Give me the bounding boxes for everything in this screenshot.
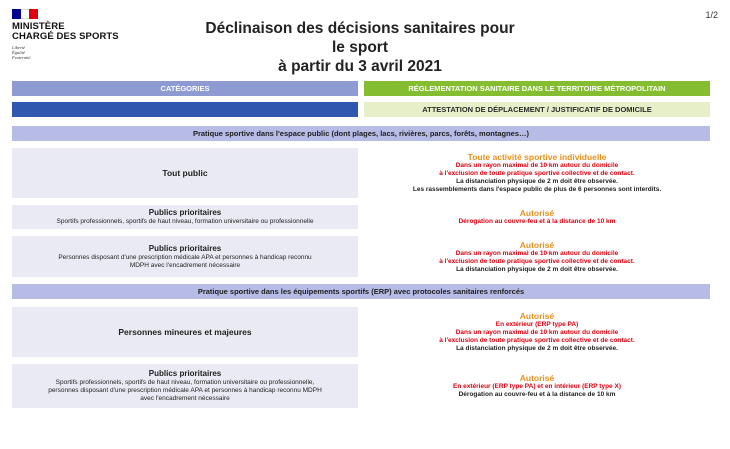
page-title-line2: à partir du 3 avril 2021 [278, 58, 442, 75]
category-tout-public [12, 148, 358, 198]
motto-fraternite: Fraternité [12, 55, 31, 60]
section-erp: Pratique sportive dans les équipements sportifs (ERP) avec protocoles sanitaires renforcés [12, 284, 710, 299]
category-publics-prioritaires-apa [12, 236, 358, 277]
category-subtitle: personnes disposant d'une prescription médicale APA et personnes à handicap reconnu MDPH [48, 387, 322, 394]
rule-line: La distanciation physique de 2 m doit être observée. [456, 265, 618, 273]
rule-publics-prioritaires-erp [364, 364, 710, 408]
rule-line: à l'exclusion de toute pratique sportive collective et de contact. [439, 337, 635, 344]
categories-header: CATÉGORIES [12, 81, 358, 96]
category-subtitle: Sportifs professionnels, sportifs de haut niveau, formation universitaire ou professionnelle [56, 218, 314, 225]
rule-line: Dans un rayon maximal de 10 km autour du domicile [455, 162, 619, 169]
logo-ministry-line: MINISTÈRE [12, 21, 65, 32]
category-title: Publics prioritaires [148, 369, 222, 378]
rule-publics-prioritaires-sportifs [364, 205, 710, 229]
motto-egalite: Égalité [12, 50, 25, 55]
french-flag-icon [12, 9, 38, 19]
rule-line: à l'exclusion de toute pratique sportive collective et de contact. [439, 170, 635, 177]
rule-mineures-majeures [364, 307, 710, 357]
rule-line: Dans un rayon maximal de 10 km autour du domicile [455, 249, 619, 257]
category-subtitle: Sportifs professionnels, sportifs de haut niveau, formation universitaire ou professionnelle, [55, 379, 315, 386]
category-publics-prioritaires-erp [12, 364, 358, 408]
rule-line: Les rassemblements dans l'espace public de plus de 6 personnes sont interdits. [412, 186, 662, 193]
categories-subheader-bar [12, 102, 358, 117]
category-title: Publics prioritaires [148, 243, 222, 253]
category-mineures-majeures [12, 307, 358, 357]
category-subtitle: MDPH avec l'encadrement nécessaire [129, 261, 241, 269]
rule-line: Dérogation au couvre-feu et à la distance de 10 km [458, 391, 616, 398]
rule-line: La distanciation physique de 2 m doit être observée. [456, 178, 618, 185]
page-title-line1: Déclinaison des décisions sanitaires pour le sport [205, 20, 515, 56]
category-subtitle: avec l'encadrement nécessaire [140, 395, 230, 402]
rule-line: La distanciation physique de 2 m doit être observée. [456, 345, 618, 352]
rule-head: Autorisé [519, 311, 555, 321]
rule-head: Autorisé [519, 208, 555, 218]
rule-line: à l'exclusion de toute pratique sportive collective et de contact. [439, 257, 635, 265]
rule-line: En extérieur (ERP type PA) [495, 321, 579, 328]
rule-line: Dérogation au couvre-feu et à la distance de 10 km [458, 218, 616, 225]
rule-tout-public [364, 148, 710, 198]
logo-sports-line: CHARGÉ DES SPORTS [12, 31, 119, 42]
category-title: Personnes mineures et majeures [118, 327, 252, 337]
regulation-header: RÉGLEMENTATION SANITAIRE DANS LE TERRITOIRE MÉTROPOLITAIN [364, 81, 710, 96]
rule-publics-prioritaires-apa [364, 236, 710, 277]
attestation-header: ATTESTATION DE DÉPLACEMENT / JUSTIFICATIF DE DOMICILE [364, 102, 710, 117]
category-title: Publics prioritaires [148, 208, 222, 217]
rule-head: Autorisé [519, 239, 555, 250]
motto-liberte: Liberté [12, 45, 25, 50]
section-public-space: Pratique sportive dans l'espace public (dont plages, lacs, rivières, parcs, forêts, montagnes…) [12, 126, 710, 141]
category-subtitle: Personnes disposant d'une prescription médicale APA et personnes à handicap reconnu [58, 253, 312, 261]
rule-head: Autorisé [519, 373, 555, 383]
category-publics-prioritaires-sportifs [12, 205, 358, 229]
category-title: Tout public [162, 168, 208, 178]
page-title [200, 19, 520, 76]
rule-head: Toute activité sportive individuelle [467, 152, 607, 162]
rule-line: Dans un rayon maximal de 10 km autour du domicile [455, 329, 619, 336]
rule-line: En extérieur (ERP type PA) et en intérieur (ERP type X) [453, 383, 621, 390]
ministry-logo [12, 9, 132, 60]
page-number: 1/2 [705, 10, 718, 20]
